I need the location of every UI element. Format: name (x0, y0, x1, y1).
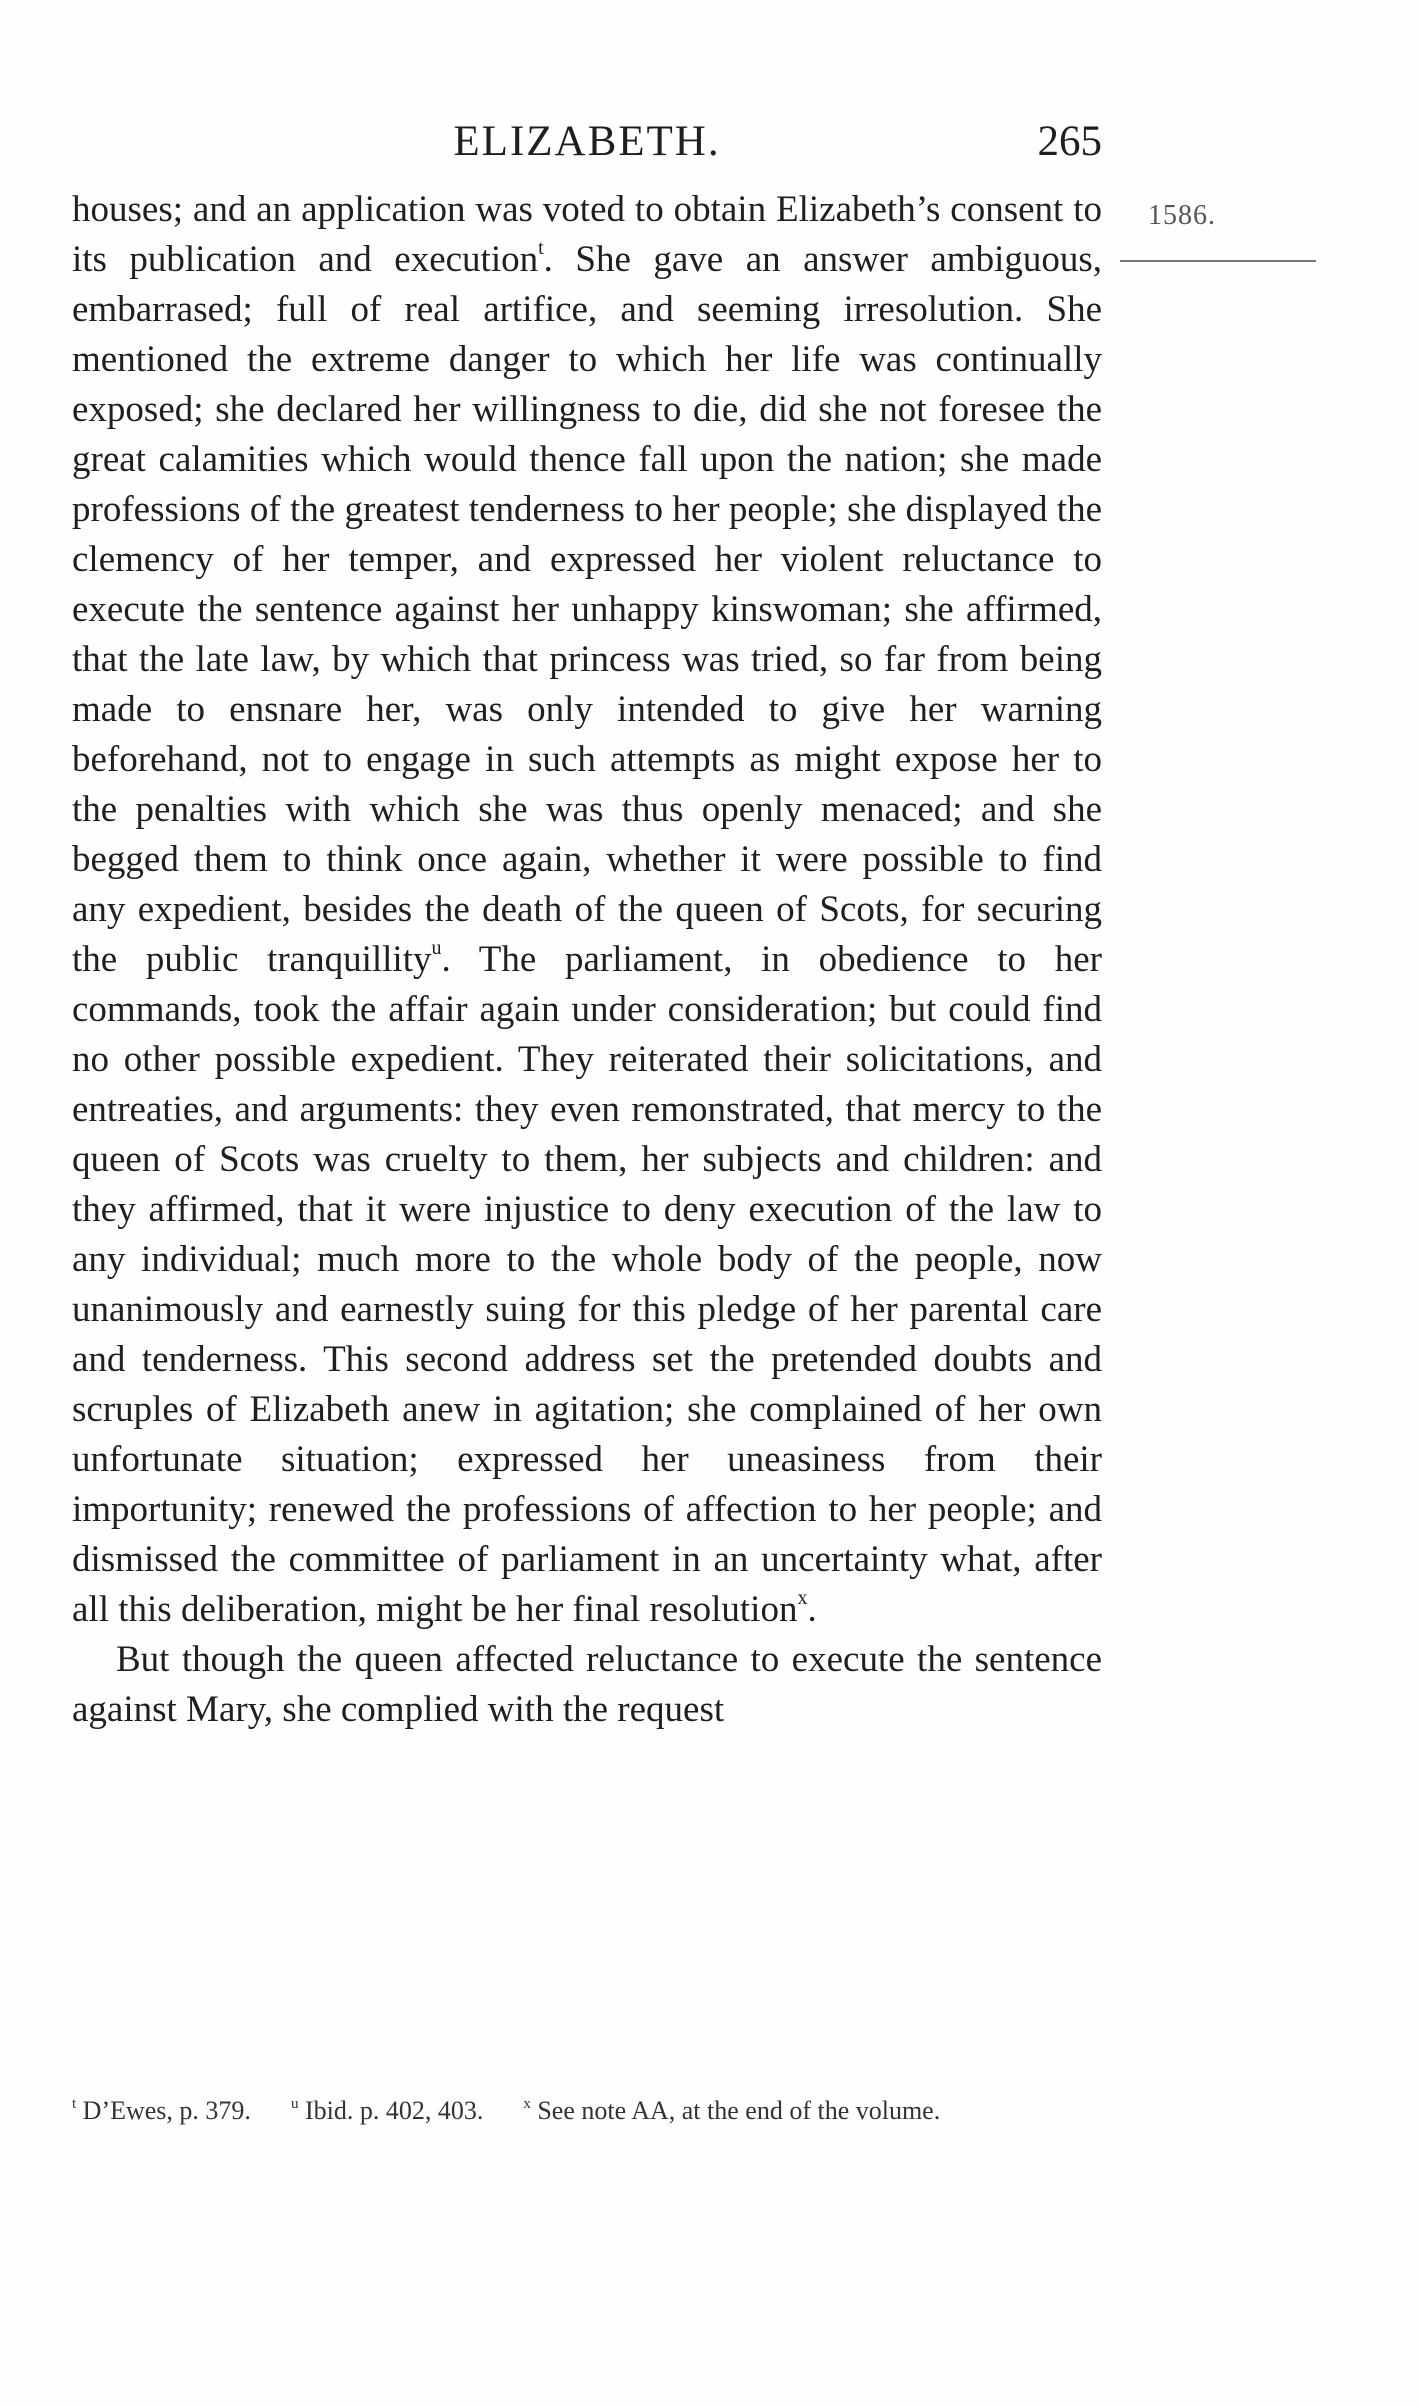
paragraph-1-text-b: . She gave an answer ambiguous, embarrased; full of real artifice, and seeming irresolution. She mentioned the extreme danger to which her life was continually exposed; she declared her willingness to die, did she not foresee the great calamities which would thence fall upon the nation; she made professions of the greatest tenderness to her people; she displayed the clemency of her temper, and expressed her violent reluctance to execute the sentence against her unhappy kinswoman; she affirmed, that the late law, by which that princess was tried, so far from being made to ensnare her, was only intended to give her warning beforehand, not to engage in such attempts as might expose her to the penalties with which she was thus openly menaced; and she begged them to think once again, whether it were possible to find any expedient, besides the death of the queen of Scots, for securing the public tranquillity (72, 239, 1102, 980)
running-head (72, 112, 1102, 172)
main-text (72, 185, 1102, 1735)
footnote-ref-x: x (797, 1587, 808, 1609)
footnote-text-t: D’Ewes, p. 379. (82, 2096, 251, 2125)
footnote-text-u: Ibid. p. 402, 403. (304, 2096, 484, 2125)
footnotes (72, 2093, 1102, 2129)
footnote-mark-x: x (523, 2096, 531, 2112)
running-title: ELIZABETH. (453, 118, 721, 165)
footnote-mark-t: t (72, 2096, 77, 2112)
paragraph-1-text-a: houses; and an application was voted to obtain Elizabeth’s consent to its publication and execution (72, 189, 1102, 280)
footnote-u (291, 2096, 483, 2125)
margin-rule (1120, 260, 1316, 262)
paragraph-1-text-c: . The parliament, in obedience to her commands, took the affair again under consideration; but could find no other possible expedient. They reiterated their solicitations, and entreaties, and arguments: they even remonstrated, that mercy to the queen of Scots was cruelty to them, her subjects and children: and they affirmed, that it were injustice to deny execution of the law to any individual; much more to the whole body of the people, now unanimously and earnestly suing for this pledge of her parental care and tenderness. This second address set the pretended doubts and scruples of Elizabeth anew in agitation; she complained of her own unfortunate situation; expressed her uneasiness from their importunity; renewed the professions of affection to her people; and dismissed the committee of parliament in an uncertainty what, after all this deliberation, might be her final resolution (72, 939, 1102, 1630)
margin-year-note: 1586. (1148, 200, 1216, 231)
footnote-t (72, 2096, 251, 2125)
footnote-x (523, 2096, 940, 2125)
page-number: 265 (1037, 118, 1102, 165)
body-paragraph-1 (72, 185, 1102, 1635)
body-paragraph-2: But though the queen affected reluctance to execute the sentence against Mary, she complied with the request (72, 1639, 1102, 1730)
footnote-ref-u: u (431, 937, 442, 959)
footnote-text-x: See note AA, at the end of the volume. (537, 2096, 941, 2125)
footnote-ref-t: t (538, 237, 544, 259)
footnote-mark-u: u (290, 2096, 299, 2112)
paragraph-1-text-d: . (807, 1589, 817, 1630)
